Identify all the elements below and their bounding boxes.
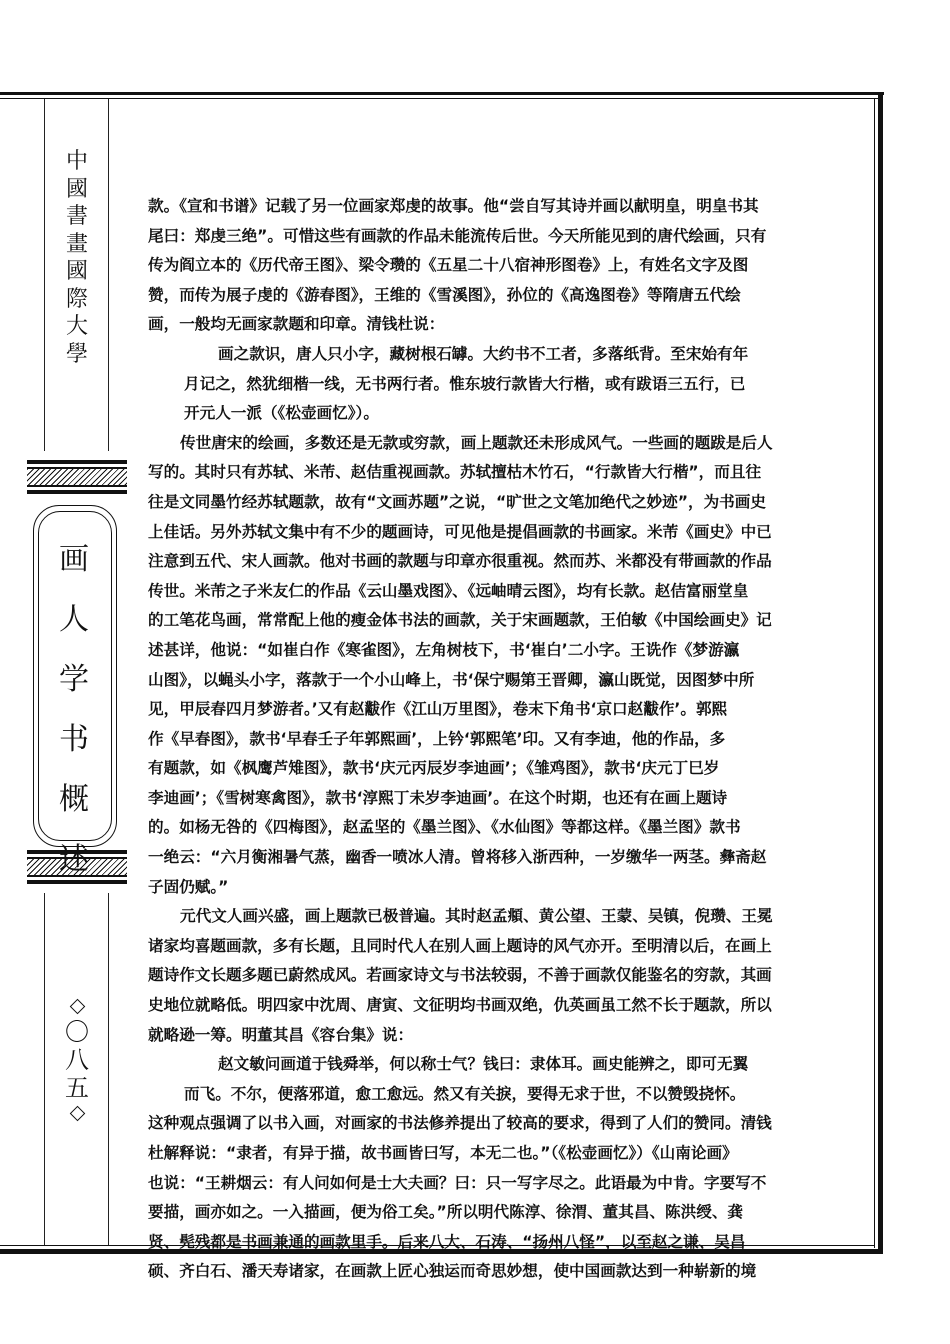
text-line: 传世。米芾之子米友仁的作品《云山墨戏图》、《远岫晴云图》，均有长款。赵佶富丽堂皇: [148, 581, 749, 600]
section-title-char: 人: [59, 602, 89, 637]
text-line: 上佳话。另外苏轼文集中有不少的题画诗，可见他是提倡画款的书画家。米芾《画史》中已: [148, 522, 772, 541]
frame-top-rule: [0, 92, 884, 95]
frame-right-rule: [878, 92, 883, 1254]
frame-right-inner-rule: [874, 98, 875, 1248]
text-line: 赵文敏问画道于钱舜举，何以称士气？钱曰：隶体耳。画史能辨之，即可无翼: [218, 1055, 749, 1074]
text-line: 而飞。不尔，便落邪道，愈工愈远。然又有关捩，要得无求于世，不以赞毁挠怀。: [184, 1084, 746, 1103]
text-line: 史地位就略低。明四家中沈周、唐寅、文征明均书画双绝，仇英画虽工然不长于题款，所以: [148, 996, 772, 1015]
text-line: 的。如杨无咎的《四梅图》，赵孟坚的《墨兰图》、《水仙图》等都这样。《墨兰图》款书: [148, 818, 741, 837]
section-title-char: 书: [59, 722, 89, 757]
text-line: 款。《宣和书谱》记载了另一位画家郑虔的故事。他“尝自写其诗并画以献明皇，明皇书其: [148, 197, 759, 215]
section-title-char: 学: [59, 662, 89, 697]
text-line: 要描，画亦如之。一入描画，便为俗工矣。”所以明代陈淳、徐渭、董其昌、陈洪绶、龚: [148, 1203, 744, 1222]
running-head-char: 中: [65, 149, 88, 174]
text-line: 赞，而传为展子虔的《游春图》，王维的《雪溪图》，孙位的《高逸图卷》等隋唐五代绘: [148, 285, 741, 304]
section-title-char: 述: [59, 842, 89, 877]
text-line: 注意到五代、宋人画款。他对书画的款题与印章亦很重视。然而苏、米都没有带画款的作品: [148, 552, 772, 571]
page-number-char: 八: [65, 1046, 89, 1074]
side-rule-left-lower: [44, 893, 45, 1245]
text-line: 山图》，以蝇头小字，落款于一个小山峰上，书‘保宁赐第王晋卿，瀛山既觉，因图梦中所: [148, 670, 755, 689]
page-number-char: 〇: [65, 1018, 89, 1046]
text-line: 李迪画’；《雪树寒禽图》，款书‘淳熙丁未岁李迪画’。在这个时期，也还有在画上题诗: [148, 788, 728, 807]
running-head-char: 書: [65, 204, 88, 229]
text-line: 元代文人画兴盛，画上题款已极普遍。其时赵孟頫、黄公望、王蒙、吴镇，倪瓒、王冕: [180, 907, 773, 926]
text-line: 就略逊一筹。明董其昌《容台集》说：: [148, 1025, 414, 1044]
running-head-char: 際: [65, 286, 88, 312]
body-text: [148, 192, 848, 1287]
side-rule-right: [108, 99, 109, 451]
text-line: 贤、髡残都是书画兼通的画款里手。后来八大、石涛、“扬州八怪”，以至赵之谦、吴昌: [148, 1232, 746, 1251]
running-head-char: 畫: [65, 231, 88, 257]
text-line: 题诗作文长题多题已蔚然成风。若画家诗文与书法较弱，不善于画款仅能鉴名的穷款，其画: [148, 966, 772, 985]
text-line: 有题款，如《枫鹰芦雉图》，款书‘庆元丙辰岁李迪画’；《雏鸡图》，款书‘庆元丁巳岁: [148, 759, 720, 778]
page-number: [60, 995, 94, 1125]
text-line: 杜解释说：“隶者，有异于描，故书画皆曰写，本无二也。”（《松壶画忆》）《山南论画》: [148, 1144, 738, 1162]
text-line: 硕、齐白石、潘天寿诸家，在画款上匠心独运而奇思妙想，使中国画款达到一种崭新的境: [148, 1262, 757, 1281]
text-line: 传世唐宋的绘画，多数还是无款或穷款，画上题款还未形成风气。一些画的题跋是后人: [180, 433, 773, 452]
text-line: 画，一般均无画家款题和印章。清钱杜说：: [148, 315, 445, 334]
frame-top-inner-rule: [0, 98, 878, 99]
section-title-char: 概: [59, 782, 89, 817]
section-title: [40, 530, 108, 890]
section-title-char: 画: [59, 542, 89, 577]
text-line: 见，甲辰春四月梦游者。’又有赵黻作《江山万里图》，卷末下角书‘京口赵黻作’。郭熙: [148, 700, 728, 719]
text-line: 尾曰：郑虔三绝”。可惜这些有画款的作品未能流传后世。今天所能见到的唐代绘画，只有: [148, 226, 767, 245]
text-line: 往是文同墨竹经苏轼题款，故有“文画苏题”之说，“旷世之文笔加绝代之妙迹”，为书画史: [148, 492, 766, 511]
running-head-char: 學: [65, 341, 88, 367]
text-line: 也说：“王耕烟云：有人问如何是士大夫画？曰：只一写字尽之。此语最为中肯。字要写不: [148, 1173, 767, 1192]
text-line: 画之款识，唐人只小字，藏树根石罅。大约书不工者，多落纸背。至宋始有年: [218, 344, 749, 363]
ornament-band-top: [27, 460, 127, 497]
text-line: 的工笔花鸟画，常常配上他的瘦金体书法的画款，关于宋画题款，王伯敏《中国绘画史》记: [148, 611, 772, 630]
text-line: 作《早春图》，款书‘早春壬子年郭熙画’，上钤‘郭熙笔’印。又有李迪，他的作品，多: [148, 729, 726, 748]
text-line: 这种观点强调了以书入画，对画家的书法修养提出了较高的要求，得到了人们的赞同。清钱: [148, 1114, 772, 1133]
text-line: 月记之，然犹细楷一线，无书两行者。惟东坡行款皆大行楷，或有跋语三五行，已: [184, 374, 746, 393]
text-line: 诸家均喜题画款，多有长题，且同时代人在别人画上题诗的风气亦开。至明清以后，在画上: [148, 936, 772, 955]
text-line: 传为阎立本的《历代帝王图》、梁令瓒的《五星二十八宿神形图卷》上，有姓名文字及图: [148, 256, 749, 275]
text-line: 述甚详，他说：“如崔白作《寒雀图》，左角树枝下，书‘崔白’二小字。王诜作《梦游瀛: [148, 640, 740, 659]
diamond-icon: [69, 1106, 85, 1122]
running-head-char: 國: [65, 176, 88, 202]
text-line: 一绝云：“六月衡湘暑气蒸，幽香一喷冰人清。曾将移入浙西种，一岁缴华一两茎。彝斋赵: [148, 848, 767, 867]
diamond-icon: [69, 999, 85, 1015]
side-rule-left: [44, 99, 45, 451]
text-line: 写的。其时只有苏轼、米芾、赵佶重视画款。苏轼擅枯木竹石，“行款皆大行楷”，而且往: [148, 463, 762, 482]
page-number-char: 五: [65, 1074, 89, 1102]
side-rule-right-lower: [108, 893, 109, 1245]
text-line: 子固仍赋。”: [148, 877, 229, 896]
running-head: [57, 148, 97, 368]
running-head-char: 大: [65, 314, 88, 339]
running-head-char: 國: [65, 259, 88, 284]
text-line: 开元人一派（《松壶画忆》）。: [184, 404, 379, 423]
